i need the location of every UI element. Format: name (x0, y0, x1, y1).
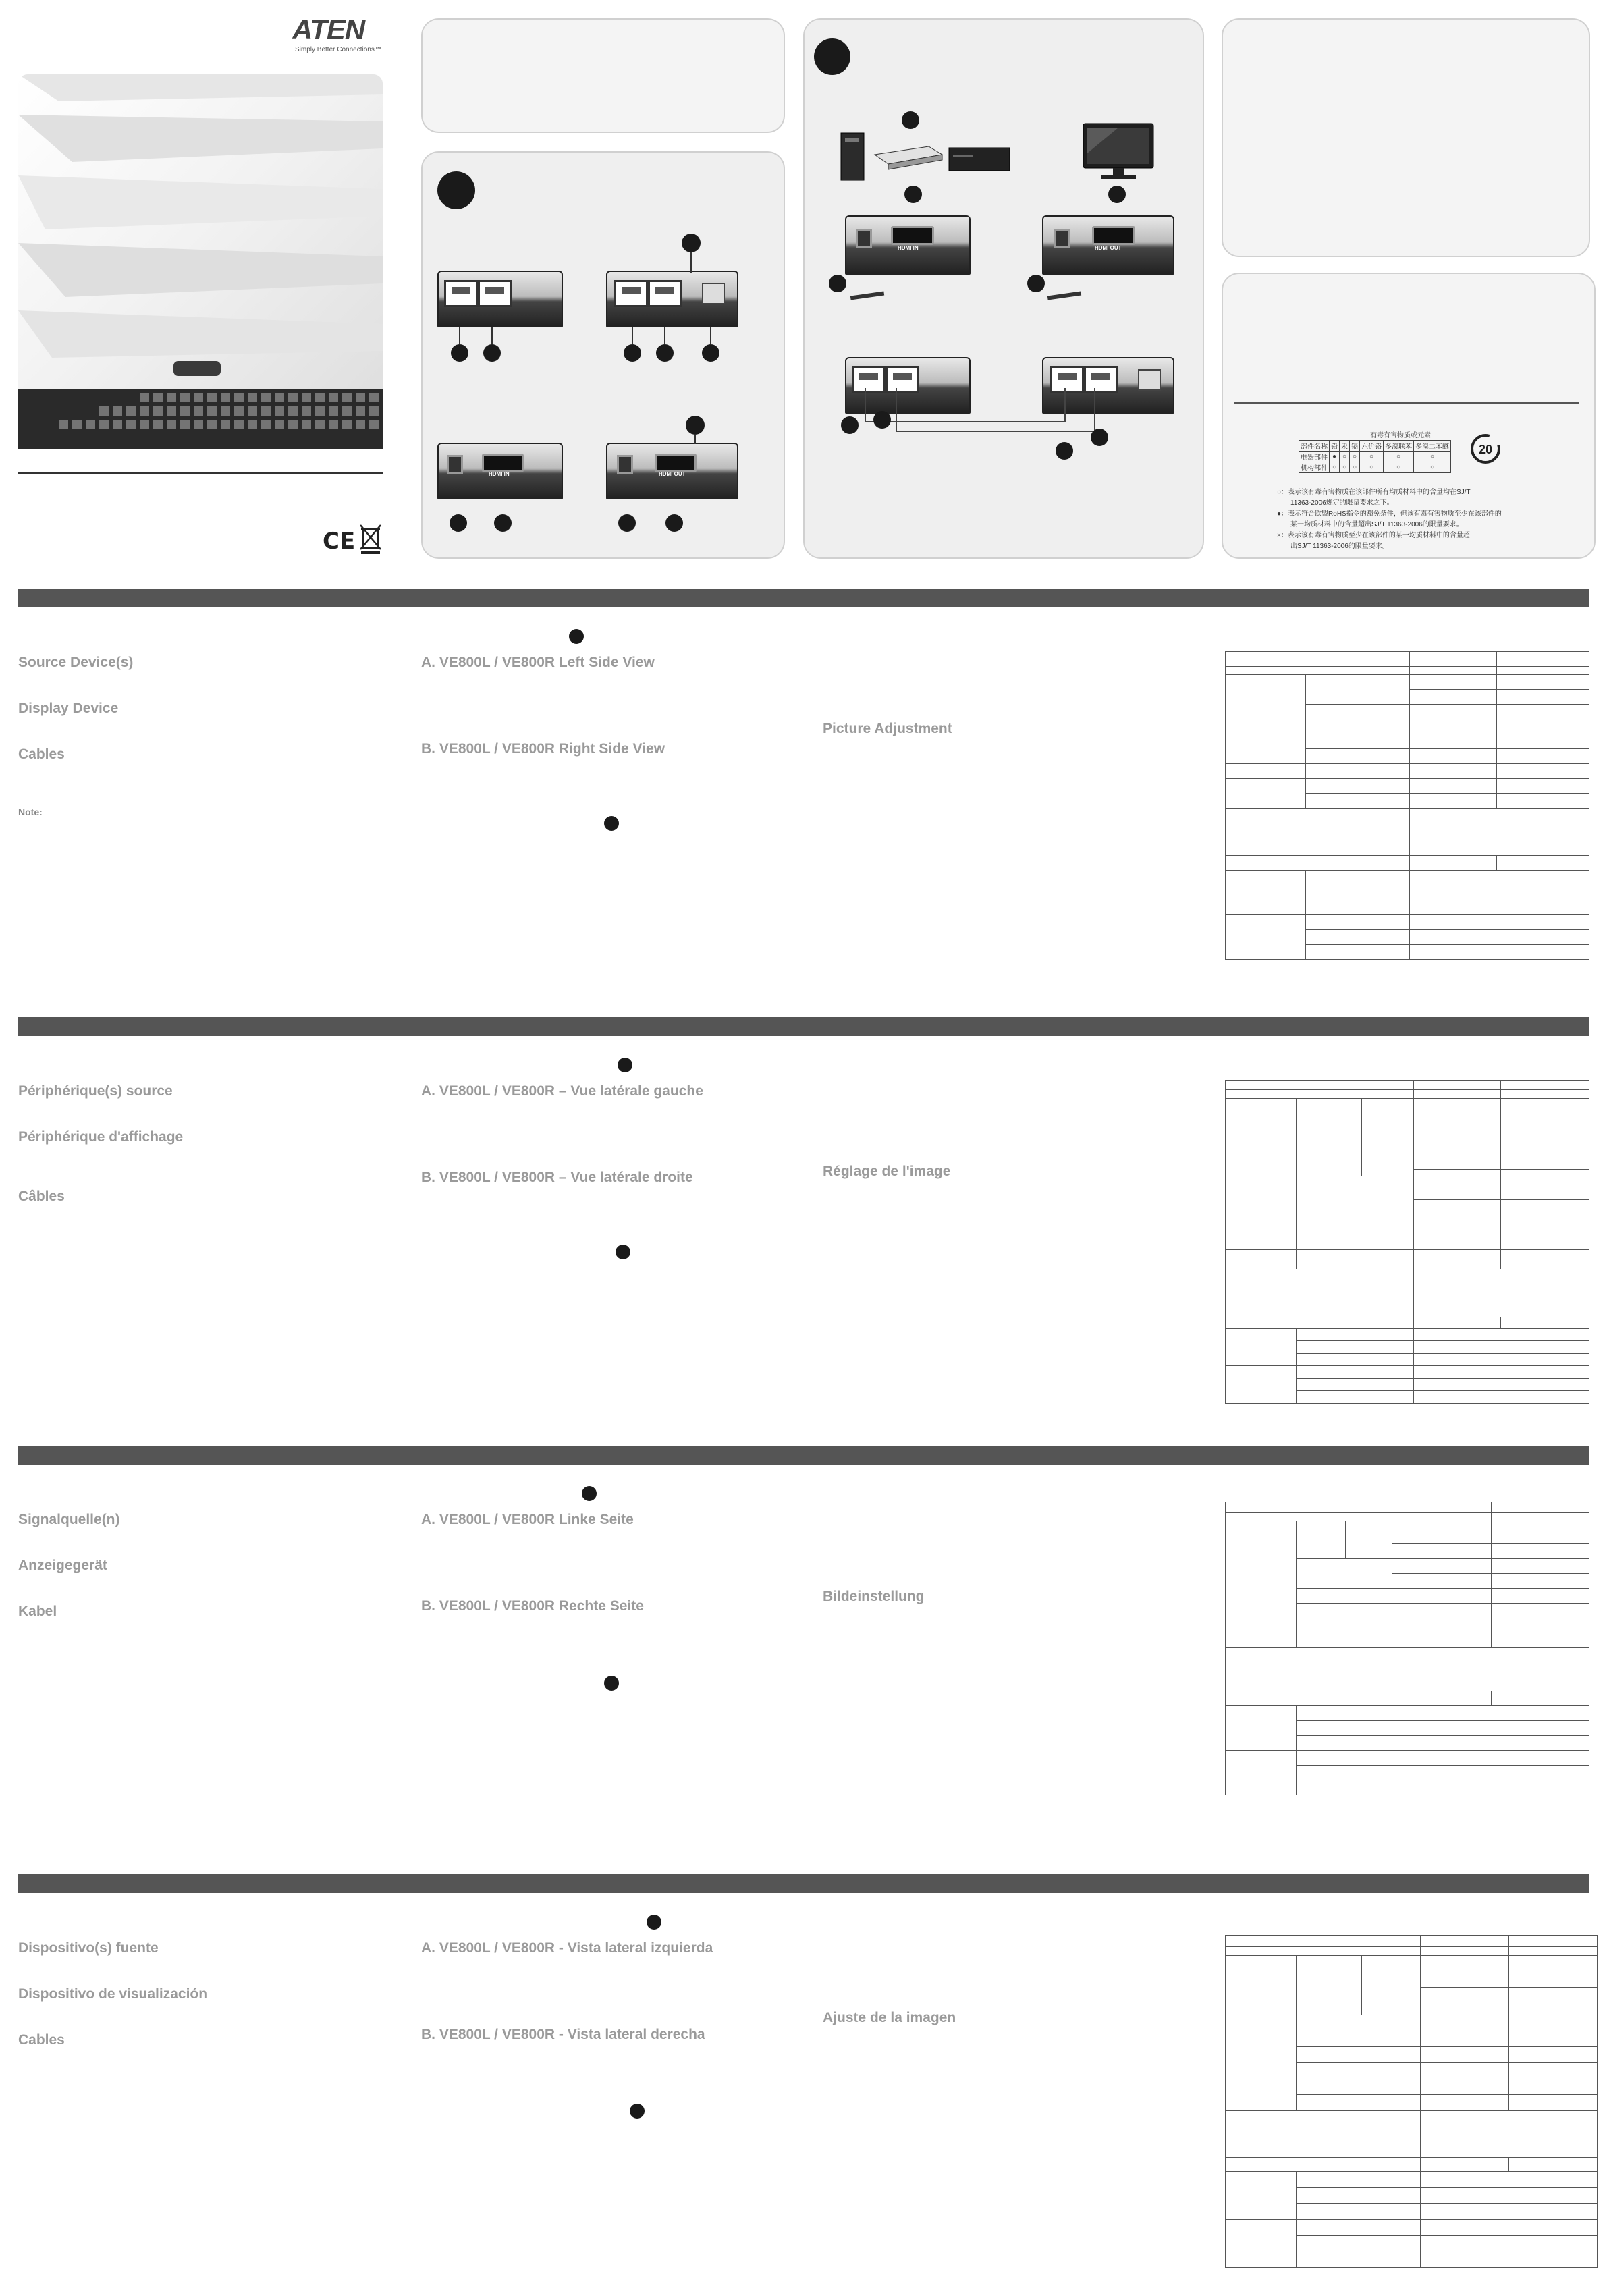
heading-picture-adjustment: Bildeinstellung (823, 1589, 925, 1604)
rohs-note: ×：表示该有毒有害物质至少在该部件的某一均质材料中的含量超 (1277, 532, 1470, 539)
rohs-header-cell: 部件名称 (1299, 441, 1330, 452)
pip-button (702, 283, 725, 304)
rohs-cell: 电器部件 (1299, 452, 1330, 462)
rohs-title: 有毒有害物质或元素 (1370, 432, 1431, 439)
heading-left-side-view: A. VE800L / VE800R Linke Seite (421, 1512, 634, 1527)
heading-cables: Câbles (18, 1188, 65, 1204)
callout-1 (451, 344, 468, 362)
ve800l-left-side (437, 271, 563, 327)
step-marker (569, 629, 584, 644)
callout-9 (1091, 429, 1108, 446)
heading-picture-adjustment: Ajuste de la imagen (823, 2010, 956, 2025)
rohs-cell: ● (1330, 452, 1340, 462)
specifications-table (1225, 651, 1589, 960)
step-marker (604, 1676, 619, 1691)
cat5e-cable (805, 20, 1203, 561)
note-label: Note: (18, 807, 43, 817)
specifications-table (1225, 1935, 1598, 2268)
rj45-port (648, 280, 682, 307)
step-marker (616, 1245, 630, 1259)
heading-left-side-view: A. VE800L / VE800R - Vista lateral izquierda (421, 1940, 713, 1956)
specifications-table (1225, 1080, 1589, 1404)
callout-2 (483, 344, 501, 362)
cover-graphic (18, 74, 383, 449)
rohs-cell: ○ (1414, 452, 1451, 462)
heading-right-side-view: B. VE800L / VE800R Right Side View (421, 741, 665, 757)
ve800l-right-side (437, 443, 563, 499)
section-bar-es (18, 1874, 1589, 1893)
heading-right-side-view: B. VE800L / VE800R Rechte Seite (421, 1598, 644, 1614)
rohs-note: 11363-2006规定的限量要求之下。 (1290, 499, 1394, 507)
hdmi-in-label: HDMI IN (489, 471, 510, 477)
step-marker (618, 1058, 632, 1072)
hdmi-out-label: HDMI OUT (1095, 245, 1122, 251)
callout-3 (682, 234, 701, 252)
heading-display-device: Display Device (18, 701, 119, 716)
step-marker (437, 171, 475, 209)
power-jack (447, 455, 463, 474)
rohs-header-cell: 六价铬 (1360, 441, 1384, 452)
heading-source-devices: Périphérique(s) source (18, 1083, 173, 1099)
rohs-note: 出SJ/T 11363-2006的限量要求。 (1290, 543, 1389, 550)
rohs-panel (1222, 273, 1596, 559)
callout-6 (702, 344, 719, 362)
rohs-header-cell: 汞 (1340, 441, 1350, 452)
hdmi-in-label: HDMI IN (898, 245, 919, 251)
step-marker (604, 816, 619, 831)
section-bar-fr (18, 1017, 1589, 1036)
rohs-cell: ○ (1340, 452, 1350, 462)
callout-8 (494, 514, 512, 532)
hdmi-out-label: HDMI OUT (659, 471, 686, 477)
cover-rule (18, 472, 383, 474)
installation-panel (803, 18, 1204, 559)
epup-20-text: 20 (1478, 443, 1493, 456)
callout-10 (618, 514, 636, 532)
aten-logo: ATEN (292, 13, 365, 45)
rohs-header-cell: 镉 (1350, 441, 1360, 452)
heading-left-side-view: A. VE800L / VE800R – Vue latérale gauche (421, 1083, 703, 1099)
heading-cables: Kabel (18, 1604, 57, 1619)
heading-picture-adjustment: Réglage de l'image (823, 1164, 951, 1179)
heading-picture-adjustment: Picture Adjustment (823, 721, 952, 736)
rj45-port (444, 280, 478, 307)
rohs-cell: ○ (1384, 452, 1414, 462)
heading-cables: Cables (18, 746, 65, 762)
step-marker (582, 1486, 597, 1501)
rohs-cell: ○ (1414, 462, 1451, 473)
heading-source-devices: Dispositivo(s) fuente (18, 1940, 159, 1956)
rohs-cell: ○ (1360, 462, 1384, 473)
heading-cables: Cables (18, 2032, 65, 2048)
heading-right-side-view: B. VE800L / VE800R – Vue latérale droite (421, 1170, 693, 1185)
rohs-note: 某一均质材料中的含量超出SJ/T 11363-2006的限量要求。 (1290, 521, 1463, 528)
specifications-table (1225, 1502, 1589, 1795)
rohs-cell: ○ (1360, 452, 1384, 462)
section-bar-de (18, 1446, 1589, 1465)
heading-source-devices: Source Device(s) (18, 655, 134, 670)
rohs-cell: ○ (1350, 452, 1360, 462)
aten-tagline: Simply Better Connections™ (295, 46, 381, 53)
rohs-header-cell: 铅 (1330, 441, 1340, 452)
epup-20-icon (1470, 433, 1501, 468)
rohs-cell: ○ (1384, 462, 1414, 473)
rohs-note: ○：表示该有毒有害物质在该部件所有均质材料中的含量均在SJ/T (1277, 489, 1471, 496)
callout-7 (450, 514, 467, 532)
rohs-table (1299, 440, 1451, 473)
rohs-note: ●：表示符合欧盟RoHS指令的豁免条件，但该有毒有害物质至少在该部件的 (1277, 510, 1502, 518)
weee-bin-icon (359, 524, 382, 558)
ve800r-left-side (606, 271, 738, 327)
power-jack (617, 455, 633, 474)
step-marker (630, 2104, 645, 2119)
rj45-port (478, 280, 512, 307)
heading-left-side-view: A. VE800L / VE800R Left Side View (421, 655, 655, 670)
rohs-header-cell: 多溴联苯 (1384, 441, 1414, 452)
hdmi-in-port (482, 454, 524, 472)
callout-7 (873, 411, 891, 429)
package-contents-panel (421, 18, 785, 133)
hdmi-out-port (655, 454, 697, 472)
rj45-port (614, 280, 648, 307)
heading-source-devices: Signalquelle(n) (18, 1512, 120, 1527)
callout-8 (1056, 442, 1073, 460)
ce-mark: CE (323, 528, 356, 555)
heading-display-device: Périphérique d'affichage (18, 1129, 184, 1145)
callout-5 (656, 344, 674, 362)
ve800r-right-side (606, 443, 738, 499)
callout-11 (665, 514, 683, 532)
callout-4 (624, 344, 641, 362)
rohs-cell: ○ (1340, 462, 1350, 473)
heading-right-side-view: B. VE800L / VE800R - Vista lateral derecha (421, 2027, 705, 2042)
hardware-review-panel (421, 151, 785, 559)
heading-display-device: Anzeigegerät (18, 1558, 107, 1573)
callout-9 (686, 416, 705, 435)
rohs-header-cell: 多溴二苯醚 (1414, 441, 1451, 452)
rohs-cell: ○ (1330, 462, 1340, 473)
step-marker (647, 1915, 661, 1930)
rohs-cell: ○ (1350, 462, 1360, 473)
info-panel (1222, 18, 1590, 257)
rohs-cell: 机构部件 (1299, 462, 1330, 473)
section-bar-en (18, 589, 1589, 607)
heading-display-device: Dispositivo de visualización (18, 1986, 208, 2002)
callout-6 (841, 416, 859, 434)
